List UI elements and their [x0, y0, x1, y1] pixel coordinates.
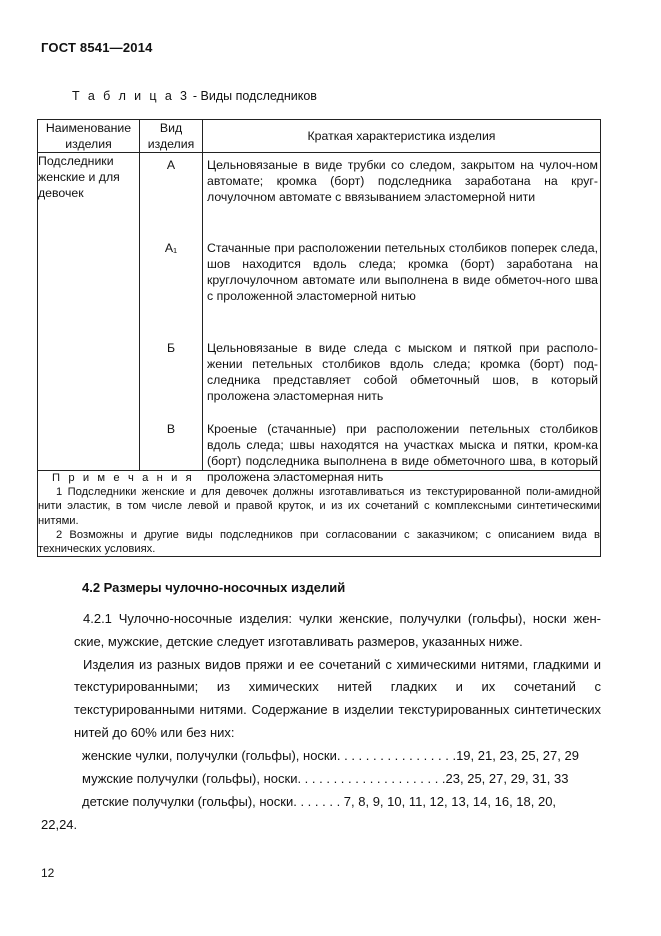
paragraph: Изделия из разных видов пряжи и ее сочетаний с химическими нитями, гладкими и текстурированными; из химических нитей гладких и их сочетаний с текстурированными нитями. Содержание в изделии текстурированных синтетических нитей до 60% или без них: — [74, 656, 601, 740]
table-body-row — [38, 153, 601, 471]
table-header-row — [38, 120, 601, 153]
kind-description: Цельновязаные в виде трубки со следом, закрытом на чулоч-ном автомате; кромка (борт) подследника заработана на круг-лочулочном автомате с ввязыванием эластомерной нити — [207, 158, 598, 204]
section-body — [74, 608, 601, 745]
kind-label: В — [166, 422, 176, 436]
sizes-line: женские чулки, получулки (гольфы), носки. . . . . . . . . . . . . . . . .19, 21, 23, 25, 27, 29 — [82, 748, 579, 763]
sizes-continuation: 22,24. — [41, 817, 78, 832]
kind-description: Кроеные (стачанные) при расположении петельных столбиков вдоль следа; швы находятся на участках мыска и пятки, кром-ка (борт) подследника выполнена в виде обметочного шва, в который проложена эластомерная нить — [207, 422, 598, 484]
descriptions-cell — [203, 153, 601, 484]
product-name-cell: Подследники женские и для девочек — [38, 153, 140, 471]
kinds-table — [37, 119, 601, 557]
section-title: 4.2 Размеры чулочно-носочных изделий — [82, 580, 346, 595]
notes-title: П р и м е ч а н и я — [52, 472, 195, 484]
column-header-kind: Вид изделия — [140, 120, 203, 153]
kind-label: Б — [166, 341, 176, 355]
kinds-cell — [140, 153, 203, 471]
column-header-description: Краткая характеристика изделия — [203, 120, 601, 153]
table-caption-prefix: Т а б л и ц а 3 — [72, 89, 190, 103]
sizes-line: детские получулки (гольфы), носки. . . . . . . 7, 8, 9, 10, 11, 12, 13, 14, 16, 18, 20, — [82, 793, 557, 809]
document-header: ГОСТ 8541—2014 — [41, 40, 153, 55]
sizes-list — [82, 745, 579, 813]
note-item: 2 Возможны и другие виды подследников при согласовании с заказчиком; с описанием вида в технических условиях. — [38, 528, 600, 556]
kind-label: А₁ — [164, 241, 178, 255]
sizes-line: мужские получулки (гольфы), носки. . . . . . . . . . . . . . . . . . . . .23, 25, 27, 29, 31, 33 — [82, 770, 569, 786]
note-item: 1 Подследники женские и для девочек должны изготавливаться из текстурированной поли-амидной нити эластик, в том числе левой и правой круток, и из их сочетаний с комплексными синтетическими нитями. — [38, 486, 600, 527]
kind-description: Цельновязаные в виде следа с мыском и пяткой при располо-жении петельных столбиков вдоль следа; кромка (борт) под-следника представляет собой обметочный шов, в который проложена эластомерная нить — [207, 341, 598, 403]
kind-label: А — [166, 158, 176, 172]
paragraph: 4.2.1 Чулочно-носочные изделия: чулки женские, получулки (гольфы), носки жен-ские, мужские, детские следует изготавливать размеров, указанных ниже. — [74, 611, 601, 649]
table-caption — [72, 89, 317, 103]
page-number: 12 — [41, 866, 55, 880]
table-caption-title: - Виды подследников — [189, 89, 317, 103]
column-header-name: Наименование изделия — [38, 120, 140, 153]
kind-description: Стачанные при расположении петельных столбиков поперек следа, шов находится вдоль следа; кромка (борт) заработана на круглочулочном автомате или выполнена в виде обметоч-ного шва с проложенной эластомерной нитью — [207, 241, 598, 303]
